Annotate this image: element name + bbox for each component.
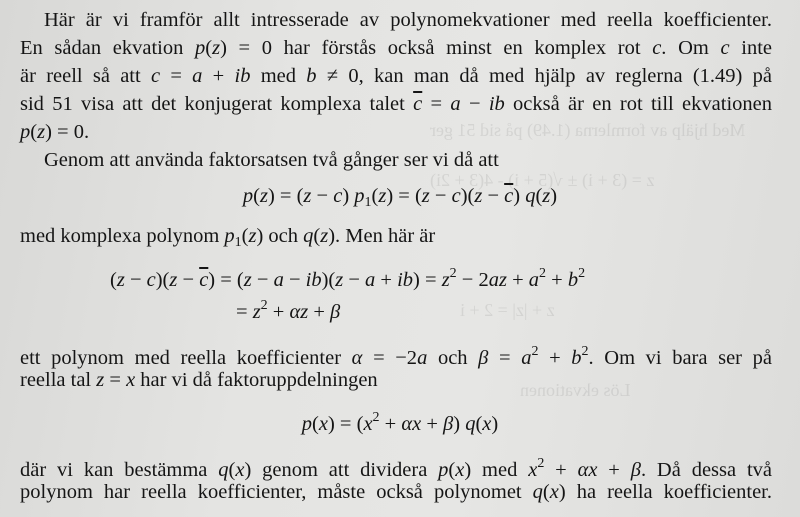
text-line-4: sid 51 visa att det konjugerat komplexa talet $\overline{c} = a$ − ib också är en rot till ekvationen xyxy=(20,93,772,115)
text-line-6: Genom att använda faktorsatsen två gånger ser vi då att xyxy=(44,149,499,171)
show-through: z = (3 + i) ± √(5 + i) - 4(3 + 2i) xyxy=(430,170,655,190)
text-line-3: är reell så att c = a + ib med b ≠ 0, kan man då med hjälp av reglerna (1.49) på xyxy=(20,65,772,87)
text-line-11: polynom har reella koefficienter, måste också polynomet q(x) ha reella koefficienter. xyxy=(20,481,772,503)
text-line-5: p(z) = 0. xyxy=(20,121,90,143)
equation-real-factorization: $p(x) = (x^2 + \alpha x + \beta)$ q(x) xyxy=(301,410,499,435)
equation-product-line-1: $(z - c)(z - \overline{c}) = (z - a - ib)(z - a + ib) = z^2 - 2az + a^2 + b^2$ xyxy=(110,266,586,291)
text-line-8: ett polynom med reella koefficienter α = −2a och $\beta = a^2 + b^2$. Om vi bara ser på xyxy=(20,344,772,369)
show-through: z + |z| = 2 + i xyxy=(460,300,555,320)
equation-factor-theorem: p(z) = (z − c) $p_1(z) = (z - c)(z - \overline{c})$ q(z) xyxy=(242,185,558,210)
show-through: Med hjälp av formlerna (1.49) på sid 51 ger xyxy=(430,120,746,140)
equation-product-line-2: = $z^2 + \alpha z + \beta$ xyxy=(236,298,341,323)
text-line-1: Här är vi framför allt intresserade av polynomekvationer med reella koefficienter. xyxy=(44,9,772,31)
text-line-7: med komplexa polynom $p_1(z)$ och q(z). Men här är xyxy=(20,225,436,250)
show-through: Lös ekvationen xyxy=(520,380,631,400)
text-line-9: reella tal z = x har vi då faktoruppdelningen xyxy=(20,369,378,391)
text-line-10: där vi kan bestämma q(x) genom att dividera p(x) med $x^2 + \alpha x + \beta$. Då dessa två xyxy=(20,456,773,481)
text-line-2: En sådan ekvation p(z) = 0 har förstås också minst en komplex rot c. Om c inte xyxy=(20,37,772,59)
